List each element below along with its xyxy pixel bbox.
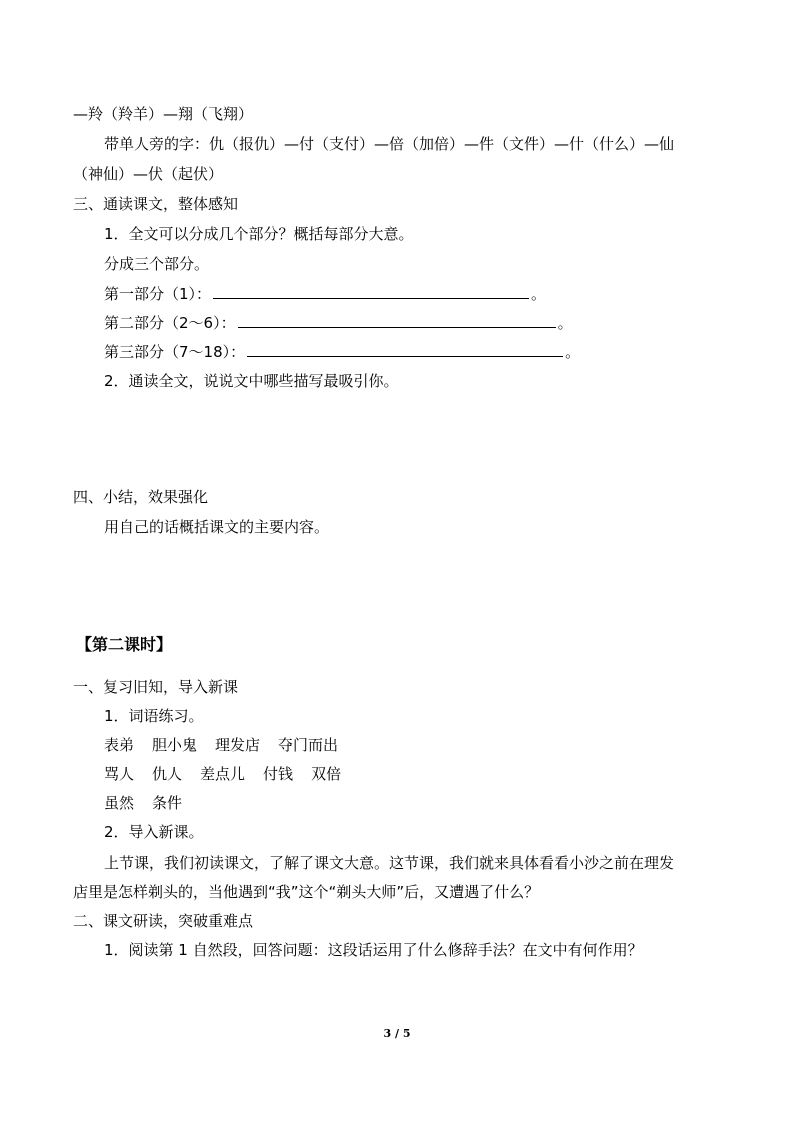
question: 1．阅读第 1 自然段，回答问题：这段话运用了什么修辞手法？在文中有何作用？: [104, 941, 643, 959]
text-line: 分成三个部分。: [104, 255, 210, 273]
word-row: [104, 764, 359, 784]
part2-label: 第二部分（2～6）：: [104, 314, 236, 332]
word-row: [104, 735, 356, 755]
word: 胆小鬼: [152, 736, 198, 754]
word: 理发店: [215, 736, 261, 754]
paragraph-line: 上节课，我们初读课文，了解了课文大意。这节课，我们就来具体看看小沙之前在理发: [104, 854, 675, 872]
text-line: —羚（羚羊）—翔（飞翔）: [73, 105, 254, 123]
part2-row: [104, 313, 573, 333]
text-line: 用自己的话概括课文的主要内容。: [104, 518, 330, 536]
question: 1．全文可以分成几个部分？概括每部分大意。: [104, 225, 414, 243]
word: 表弟: [104, 736, 135, 754]
section-heading: 三、通读课文，整体感知: [73, 195, 239, 213]
word: 差点儿: [200, 765, 246, 783]
text-line: （神仙）—伏（起伏）: [73, 165, 224, 183]
period: 。: [565, 343, 581, 361]
answer-blank[interactable]: [238, 313, 556, 328]
page-number: 3 / 5: [383, 1027, 411, 1040]
text-line: 带单人旁的字：仇（报仇）—付（支付）—倍（加倍）—件（文件）—什（什么）—仙: [104, 135, 675, 153]
part1-label: 第一部分（1）：: [104, 285, 212, 303]
subheading: 1．词语练习。: [104, 707, 204, 725]
period: 。: [557, 314, 573, 332]
subheading: 2．导入新课。: [104, 823, 204, 841]
paragraph-line: 店里是怎样剃头的，当他遇到“我”这个“剃头大师”后，又遭遇了什么？: [73, 883, 540, 901]
section-heading: 二、课文研读，突破重难点: [73, 912, 254, 930]
word: 双倍: [311, 765, 342, 783]
lesson-title: 【第二课时】: [76, 635, 173, 654]
word: 付钱: [263, 765, 294, 783]
word: 条件: [152, 794, 183, 812]
part1-row: [104, 284, 546, 304]
word: 仇人: [152, 765, 183, 783]
word: 骂人: [104, 765, 135, 783]
answer-blank[interactable]: [213, 284, 529, 299]
section-heading: 一、复习旧知，导入新课: [73, 678, 239, 696]
period: 。: [531, 285, 547, 303]
word-row: [104, 793, 200, 813]
section-heading: 四、小结，效果强化: [73, 488, 209, 506]
part3-row: [104, 342, 580, 362]
word: 夺门而出: [278, 736, 339, 754]
question: 2．通读全文，说说文中哪些描写最吸引你。: [104, 372, 399, 390]
part3-label: 第三部分（7～18）：: [104, 343, 246, 361]
answer-blank[interactable]: [247, 342, 563, 357]
word: 虽然: [104, 794, 135, 812]
